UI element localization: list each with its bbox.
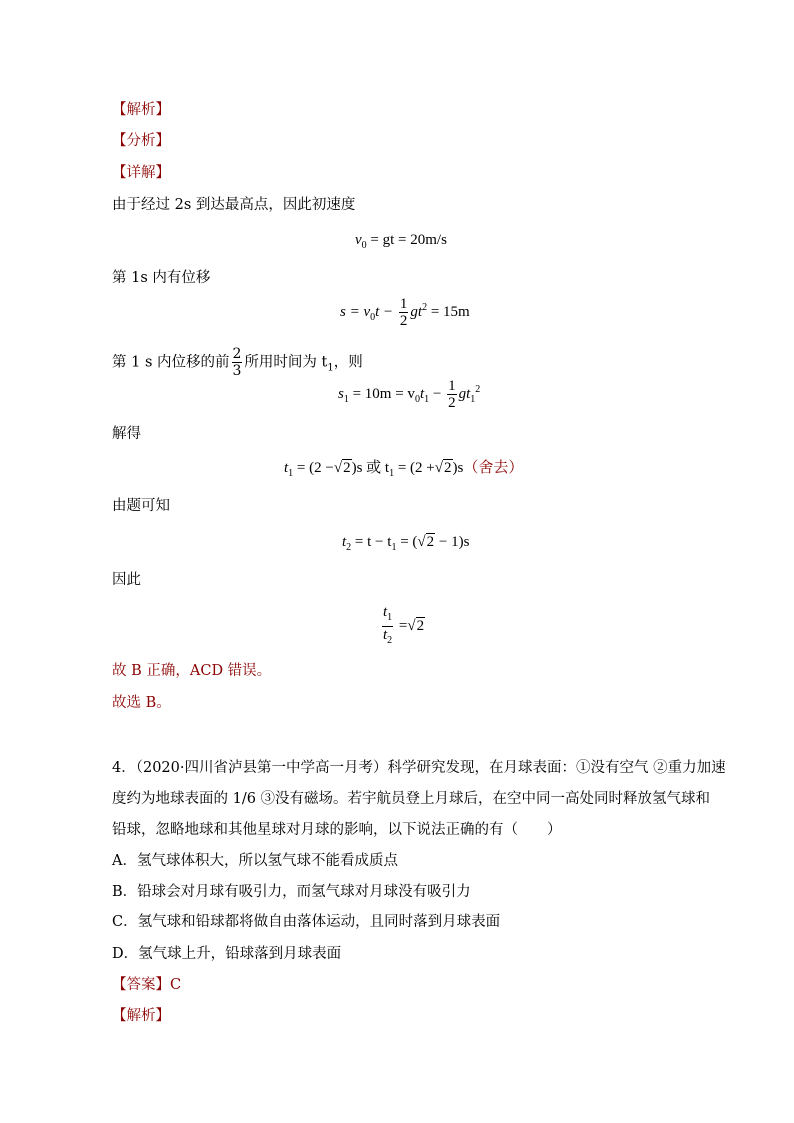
option-d: D．氢气球上升，铅球落到月球表面 [112, 946, 342, 962]
analysis-brief-label: 【分析】 [112, 133, 170, 149]
conclusion-text: 故 B 正确，ACD 错误。 [112, 663, 272, 679]
text-line: 由题可知 [112, 498, 170, 514]
detailed-label: 【详解】 [112, 165, 170, 181]
formula-t1: $t_1 = (2 -√2)s$ 或 $t_1 = (2 +√2)s$（舍去） [284, 460, 524, 479]
text-line: 第 1s 内有位移 [112, 270, 211, 286]
text-line: 解得 [112, 426, 141, 442]
analysis-label-q4: 【解析】 [112, 1008, 170, 1024]
formula-ratio: $\frac{t_1}{t_2}$ =√2 [383, 604, 425, 646]
analysis-label: 【解析】 [112, 102, 170, 118]
answer-value: C [170, 977, 182, 993]
formula-displacement: $s = v_0t$ − $\frac{1}{2}$ $gt^2 = 15m$ [340, 296, 470, 329]
text-line: 因此 [112, 572, 141, 588]
question-4-line-3: 铅球，忽略地球和其他星球对月球的影响，以下说法正确的有（ ） [112, 822, 562, 838]
option-b: B．铅球会对月球有吸引力，而氢气球对月球没有吸引力 [112, 884, 471, 900]
formula-s1: $s_1 = 10m = v_0t_1$ − $\frac{1}{2}$ $gt_1^2$ [338, 378, 481, 411]
question-4-line-1: 4．（2020·四川省泸县第一中学高一月考）科学研究发现，在月球表面：①没有空气 ②重力加速 [112, 760, 726, 776]
text-line: 由于经过 2s 到达最高点，因此初速度 [112, 197, 356, 213]
option-a: A．氢气球体积大，所以氢气球不能看成质点 [112, 853, 398, 869]
answer-line [112, 975, 181, 995]
choice-text: 故选 B。 [112, 695, 171, 711]
option-c: C．氢气球和铅球都将做自由落体运动，且同时落到月球表面 [112, 914, 501, 930]
question-4-line-2: 度约为地球表面的 1/6 ③没有磁场。若宇航员登上月球后，在空中同一高处同时释放氢气球和 [112, 791, 711, 807]
formula-t2: $t_2 = t - t_1 = (√2 - 1)s$ [342, 534, 470, 553]
answer-label: 【答案】 [112, 977, 170, 993]
text-line: 第 1 s 内位移的前 $\frac{2}{3}$ 所用时间为 $t_1$，则 [112, 346, 363, 379]
formula-initial-velocity: $v_0$ = gt = 20m/s [355, 232, 447, 251]
